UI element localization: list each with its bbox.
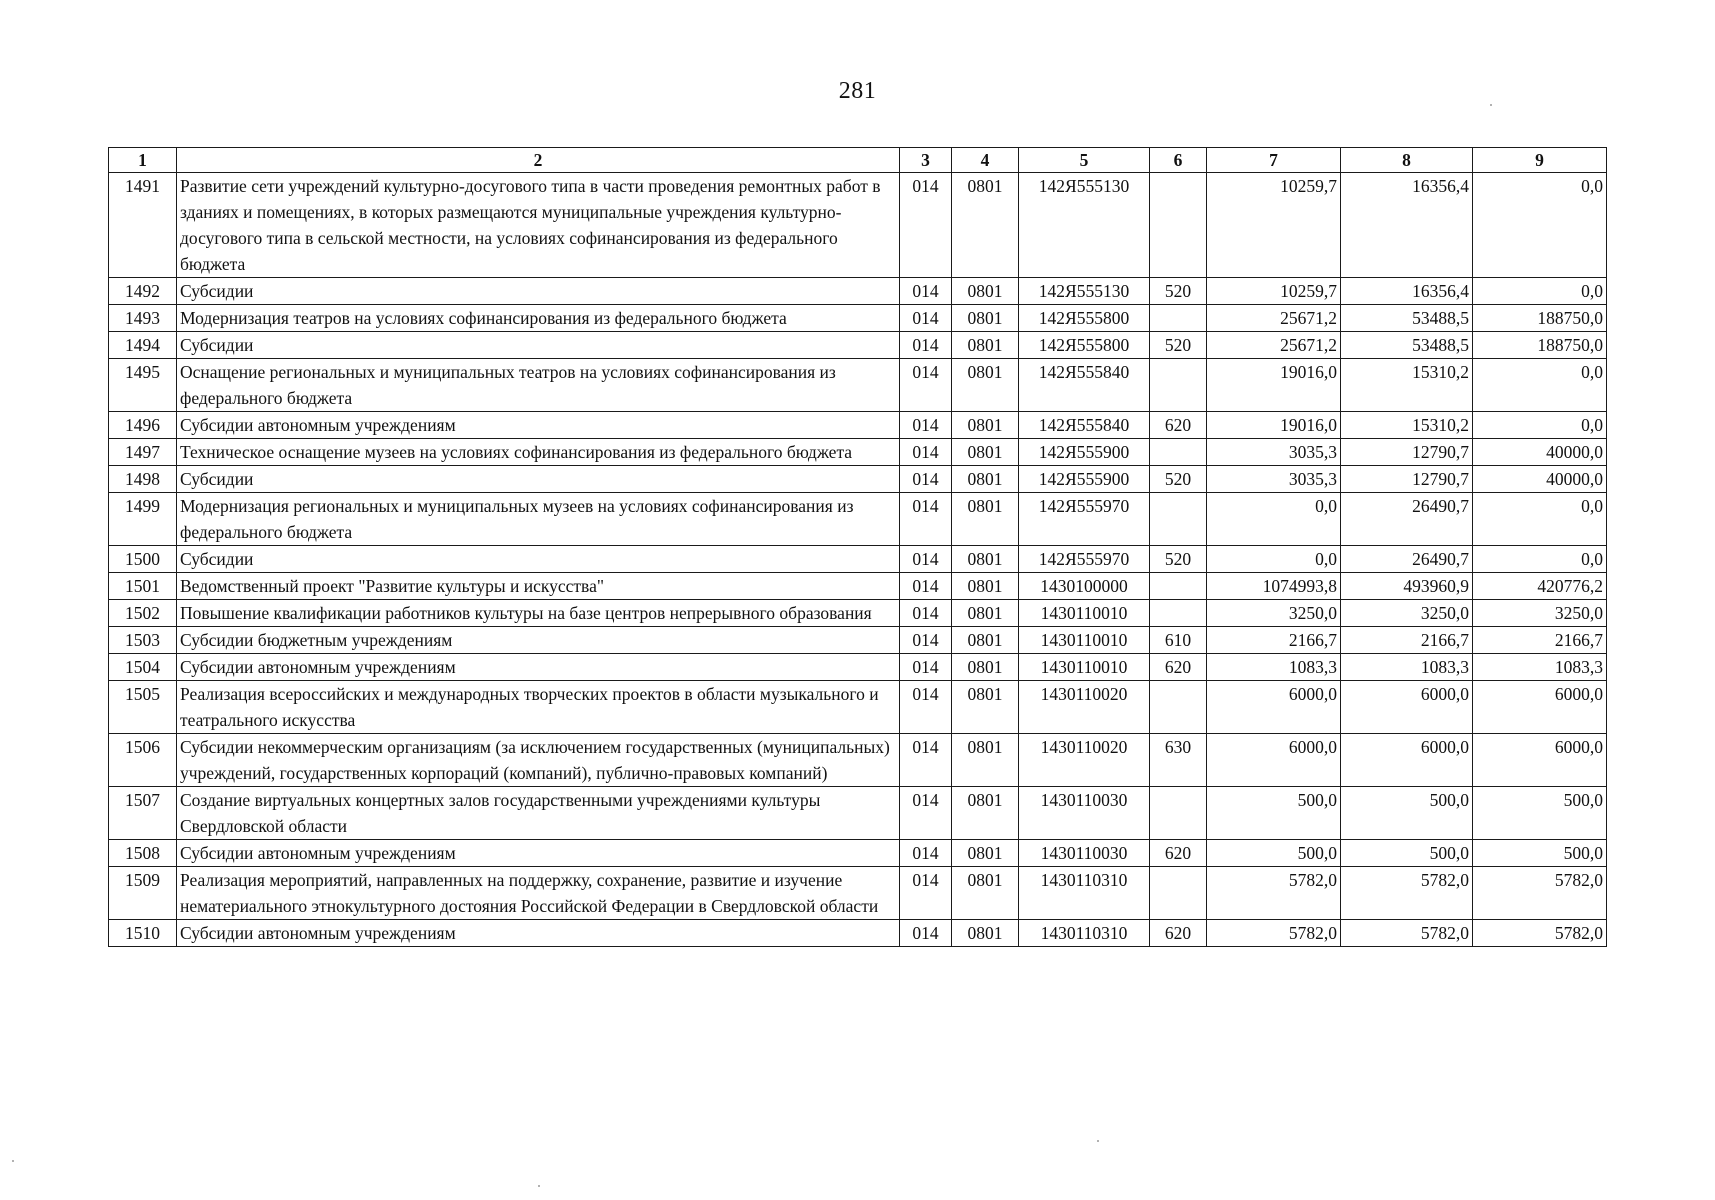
row-number-cell: 1493 — [109, 305, 177, 332]
ministry-code-cell: 014 — [900, 493, 952, 546]
amount-col9-cell: 5782,0 — [1473, 867, 1607, 920]
amount-col7-cell: 25671,2 — [1207, 305, 1341, 332]
ministry-code-cell: 014 — [900, 867, 952, 920]
amount-col9-cell: 0,0 — [1473, 493, 1607, 546]
section-code-cell: 0801 — [952, 867, 1019, 920]
row-number-cell: 1504 — [109, 654, 177, 681]
target-article-cell: 142Я555970 — [1019, 546, 1150, 573]
ministry-code-cell: 014 — [900, 359, 952, 412]
row-number-cell: 1496 — [109, 412, 177, 439]
row-number-cell: 1499 — [109, 493, 177, 546]
expense-type-cell — [1150, 600, 1207, 627]
item-name-cell: Повышение квалификации работников культуры на базе центров непрерывного образования — [177, 600, 900, 627]
target-article-cell: 1430100000 — [1019, 573, 1150, 600]
row-number-cell: 1495 — [109, 359, 177, 412]
expense-type-cell — [1150, 439, 1207, 466]
table-row — [109, 332, 1607, 359]
target-article-cell: 142Я555130 — [1019, 278, 1150, 305]
amount-col8-cell: 53488,5 — [1341, 332, 1473, 359]
item-name-cell: Субсидии — [177, 546, 900, 573]
amount-col8-cell: 2166,7 — [1341, 627, 1473, 654]
column-header: 8 — [1341, 148, 1473, 173]
row-number-cell: 1500 — [109, 546, 177, 573]
table-row — [109, 439, 1607, 466]
amount-col8-cell: 12790,7 — [1341, 439, 1473, 466]
amount-col8-cell: 500,0 — [1341, 840, 1473, 867]
amount-col8-cell: 6000,0 — [1341, 734, 1473, 787]
column-header: 7 — [1207, 148, 1341, 173]
target-article-cell: 1430110010 — [1019, 600, 1150, 627]
amount-col8-cell: 15310,2 — [1341, 412, 1473, 439]
target-article-cell: 142Я555130 — [1019, 173, 1150, 278]
row-number-cell: 1501 — [109, 573, 177, 600]
amount-col8-cell: 1083,3 — [1341, 654, 1473, 681]
amount-col9-cell: 2166,7 — [1473, 627, 1607, 654]
column-header: 1 — [109, 148, 177, 173]
table-row — [109, 867, 1607, 920]
item-name-cell: Субсидии автономным учреждениям — [177, 920, 900, 947]
table-row — [109, 654, 1607, 681]
table-row — [109, 627, 1607, 654]
expense-type-cell — [1150, 305, 1207, 332]
row-number-cell: 1506 — [109, 734, 177, 787]
ministry-code-cell: 014 — [900, 332, 952, 359]
section-code-cell: 0801 — [952, 654, 1019, 681]
item-name-cell: Субсидии — [177, 332, 900, 359]
amount-col7-cell: 10259,7 — [1207, 278, 1341, 305]
expense-type-cell — [1150, 681, 1207, 734]
amount-col7-cell: 0,0 — [1207, 546, 1341, 573]
row-number-cell: 1492 — [109, 278, 177, 305]
section-code-cell: 0801 — [952, 681, 1019, 734]
table-row — [109, 412, 1607, 439]
budget-table — [108, 147, 1607, 947]
ministry-code-cell: 014 — [900, 439, 952, 466]
ministry-code-cell: 014 — [900, 412, 952, 439]
amount-col9-cell: 6000,0 — [1473, 734, 1607, 787]
column-header: 5 — [1019, 148, 1150, 173]
section-code-cell: 0801 — [952, 359, 1019, 412]
amount-col9-cell: 188750,0 — [1473, 332, 1607, 359]
column-header: 9 — [1473, 148, 1607, 173]
item-name-cell: Модернизация театров на условиях софинансирования из федерального бюджета — [177, 305, 900, 332]
target-article-cell: 142Я555800 — [1019, 305, 1150, 332]
amount-col9-cell: 6000,0 — [1473, 681, 1607, 734]
section-code-cell: 0801 — [952, 412, 1019, 439]
column-header: 4 — [952, 148, 1019, 173]
target-article-cell: 142Я555900 — [1019, 439, 1150, 466]
amount-col7-cell: 3250,0 — [1207, 600, 1341, 627]
row-number-cell: 1505 — [109, 681, 177, 734]
item-name-cell: Реализация всероссийских и международных творческих проектов в области музыкального и театрального искусства — [177, 681, 900, 734]
expense-type-cell: 520 — [1150, 466, 1207, 493]
table-row — [109, 840, 1607, 867]
scan-speck — [538, 1185, 540, 1187]
amount-col9-cell: 500,0 — [1473, 787, 1607, 840]
amount-col7-cell: 25671,2 — [1207, 332, 1341, 359]
amount-col9-cell: 0,0 — [1473, 359, 1607, 412]
item-name-cell: Модернизация региональных и муниципальных музеев на условиях софинансирования из федерального бюджета — [177, 493, 900, 546]
row-number-cell: 1491 — [109, 173, 177, 278]
target-article-cell: 1430110010 — [1019, 654, 1150, 681]
amount-col8-cell: 3250,0 — [1341, 600, 1473, 627]
table-row — [109, 305, 1607, 332]
amount-col7-cell: 1074993,8 — [1207, 573, 1341, 600]
target-article-cell: 1430110020 — [1019, 681, 1150, 734]
scan-speck — [1490, 104, 1492, 106]
amount-col8-cell: 16356,4 — [1341, 278, 1473, 305]
table-row — [109, 359, 1607, 412]
amount-col9-cell: 1083,3 — [1473, 654, 1607, 681]
target-article-cell: 142Я555800 — [1019, 332, 1150, 359]
section-code-cell: 0801 — [952, 627, 1019, 654]
amount-col8-cell: 12790,7 — [1341, 466, 1473, 493]
table-row — [109, 573, 1607, 600]
amount-col8-cell: 16356,4 — [1341, 173, 1473, 278]
expense-type-cell — [1150, 867, 1207, 920]
table-row — [109, 600, 1607, 627]
expense-type-cell: 620 — [1150, 654, 1207, 681]
amount-col9-cell: 0,0 — [1473, 278, 1607, 305]
amount-col8-cell: 15310,2 — [1341, 359, 1473, 412]
expense-type-cell — [1150, 359, 1207, 412]
amount-col8-cell: 493960,9 — [1341, 573, 1473, 600]
item-name-cell: Оснащение региональных и муниципальных театров на условиях софинансирования из федерального бюджета — [177, 359, 900, 412]
expense-type-cell — [1150, 173, 1207, 278]
amount-col8-cell: 5782,0 — [1341, 920, 1473, 947]
section-code-cell: 0801 — [952, 173, 1019, 278]
target-article-cell: 142Я555840 — [1019, 359, 1150, 412]
amount-col7-cell: 19016,0 — [1207, 412, 1341, 439]
target-article-cell: 142Я555840 — [1019, 412, 1150, 439]
amount-col9-cell: 0,0 — [1473, 546, 1607, 573]
table-row — [109, 681, 1607, 734]
section-code-cell: 0801 — [952, 920, 1019, 947]
section-code-cell: 0801 — [952, 493, 1019, 546]
section-code-cell: 0801 — [952, 573, 1019, 600]
amount-col8-cell: 5782,0 — [1341, 867, 1473, 920]
expense-type-cell: 620 — [1150, 840, 1207, 867]
amount-col8-cell: 53488,5 — [1341, 305, 1473, 332]
scan-speck — [1097, 1140, 1099, 1142]
row-number-cell: 1502 — [109, 600, 177, 627]
expense-type-cell: 520 — [1150, 546, 1207, 573]
header-row — [109, 148, 1607, 173]
amount-col7-cell: 5782,0 — [1207, 867, 1341, 920]
ministry-code-cell: 014 — [900, 627, 952, 654]
target-article-cell: 1430110310 — [1019, 920, 1150, 947]
section-code-cell: 0801 — [952, 840, 1019, 867]
expense-type-cell — [1150, 493, 1207, 546]
amount-col7-cell: 3035,3 — [1207, 466, 1341, 493]
ministry-code-cell: 014 — [900, 734, 952, 787]
target-article-cell: 1430110030 — [1019, 840, 1150, 867]
amount-col9-cell: 40000,0 — [1473, 439, 1607, 466]
section-code-cell: 0801 — [952, 546, 1019, 573]
table-row — [109, 278, 1607, 305]
column-header: 2 — [177, 148, 900, 173]
amount-col7-cell: 0,0 — [1207, 493, 1341, 546]
expense-type-cell: 630 — [1150, 734, 1207, 787]
table-row — [109, 920, 1607, 947]
expense-type-cell: 520 — [1150, 278, 1207, 305]
row-number-cell: 1509 — [109, 867, 177, 920]
ministry-code-cell: 014 — [900, 173, 952, 278]
ministry-code-cell: 014 — [900, 305, 952, 332]
table-body — [109, 173, 1607, 947]
target-article-cell: 1430110030 — [1019, 787, 1150, 840]
section-code-cell: 0801 — [952, 787, 1019, 840]
ministry-code-cell: 014 — [900, 920, 952, 947]
amount-col9-cell: 0,0 — [1473, 412, 1607, 439]
amount-col9-cell: 40000,0 — [1473, 466, 1607, 493]
item-name-cell: Создание виртуальных концертных залов государственными учреждениями культуры Свердловской области — [177, 787, 900, 840]
amount-col8-cell: 500,0 — [1341, 787, 1473, 840]
ministry-code-cell: 014 — [900, 278, 952, 305]
table-row — [109, 173, 1607, 278]
ministry-code-cell: 014 — [900, 546, 952, 573]
item-name-cell: Субсидии автономным учреждениям — [177, 412, 900, 439]
amount-col7-cell: 6000,0 — [1207, 681, 1341, 734]
amount-col9-cell: 5782,0 — [1473, 920, 1607, 947]
target-article-cell: 1430110010 — [1019, 627, 1150, 654]
ministry-code-cell: 014 — [900, 654, 952, 681]
row-number-cell: 1507 — [109, 787, 177, 840]
amount-col7-cell: 500,0 — [1207, 840, 1341, 867]
amount-col8-cell: 6000,0 — [1341, 681, 1473, 734]
row-number-cell: 1497 — [109, 439, 177, 466]
amount-col8-cell: 26490,7 — [1341, 546, 1473, 573]
item-name-cell: Субсидии некоммерческим организациям (за исключением государственных (муниципальных) учреждений, государственных корпораций (компаний), публично-правовых компаний) — [177, 734, 900, 787]
amount-col9-cell: 188750,0 — [1473, 305, 1607, 332]
expense-type-cell: 620 — [1150, 412, 1207, 439]
item-name-cell: Субсидии — [177, 278, 900, 305]
column-header: 6 — [1150, 148, 1207, 173]
amount-col8-cell: 26490,7 — [1341, 493, 1473, 546]
section-code-cell: 0801 — [952, 305, 1019, 332]
section-code-cell: 0801 — [952, 466, 1019, 493]
amount-col9-cell: 3250,0 — [1473, 600, 1607, 627]
ministry-code-cell: 014 — [900, 573, 952, 600]
section-code-cell: 0801 — [952, 600, 1019, 627]
amount-col7-cell: 3035,3 — [1207, 439, 1341, 466]
table-row — [109, 734, 1607, 787]
amount-col9-cell: 500,0 — [1473, 840, 1607, 867]
ministry-code-cell: 014 — [900, 787, 952, 840]
item-name-cell: Реализация мероприятий, направленных на поддержку, сохранение, развитие и изучение нематериального этнокультурного достояния Российской Федерации в Свердловской области — [177, 867, 900, 920]
expense-type-cell — [1150, 787, 1207, 840]
section-code-cell: 0801 — [952, 439, 1019, 466]
amount-col7-cell: 2166,7 — [1207, 627, 1341, 654]
expense-type-cell — [1150, 573, 1207, 600]
expense-type-cell: 610 — [1150, 627, 1207, 654]
item-name-cell: Развитие сети учреждений культурно-досугового типа в части проведения ремонтных работ в зданиях и помещениях, в которых размещаются муниципальные учреждения культурно-досугового типа в сельской местности, на условиях софинансирования из федерального бюджета — [177, 173, 900, 278]
row-number-cell: 1494 — [109, 332, 177, 359]
amount-col9-cell: 0,0 — [1473, 173, 1607, 278]
row-number-cell: 1508 — [109, 840, 177, 867]
section-code-cell: 0801 — [952, 734, 1019, 787]
row-number-cell: 1510 — [109, 920, 177, 947]
row-number-cell: 1498 — [109, 466, 177, 493]
ministry-code-cell: 014 — [900, 466, 952, 493]
amount-col7-cell: 10259,7 — [1207, 173, 1341, 278]
item-name-cell: Субсидии — [177, 466, 900, 493]
item-name-cell: Субсидии бюджетным учреждениям — [177, 627, 900, 654]
item-name-cell: Ведомственный проект "Развитие культуры и искусства" — [177, 573, 900, 600]
amount-col7-cell: 500,0 — [1207, 787, 1341, 840]
expense-type-cell: 620 — [1150, 920, 1207, 947]
amount-col7-cell: 6000,0 — [1207, 734, 1341, 787]
target-article-cell: 1430110020 — [1019, 734, 1150, 787]
target-article-cell: 142Я555970 — [1019, 493, 1150, 546]
item-name-cell: Субсидии автономным учреждениям — [177, 654, 900, 681]
amount-col7-cell: 19016,0 — [1207, 359, 1341, 412]
ministry-code-cell: 014 — [900, 600, 952, 627]
section-code-cell: 0801 — [952, 278, 1019, 305]
amount-col9-cell: 420776,2 — [1473, 573, 1607, 600]
table-row — [109, 787, 1607, 840]
row-number-cell: 1503 — [109, 627, 177, 654]
amount-col7-cell: 1083,3 — [1207, 654, 1341, 681]
table-row — [109, 546, 1607, 573]
table-row — [109, 493, 1607, 546]
target-article-cell: 142Я555900 — [1019, 466, 1150, 493]
scan-speck — [12, 1160, 14, 1162]
section-code-cell: 0801 — [952, 332, 1019, 359]
item-name-cell: Субсидии автономным учреждениям — [177, 840, 900, 867]
target-article-cell: 1430110310 — [1019, 867, 1150, 920]
page-number: 281 — [838, 78, 877, 104]
table-row — [109, 466, 1607, 493]
item-name-cell: Техническое оснащение музеев на условиях софинансирования из федерального бюджета — [177, 439, 900, 466]
amount-col7-cell: 5782,0 — [1207, 920, 1341, 947]
ministry-code-cell: 014 — [900, 840, 952, 867]
ministry-code-cell: 014 — [900, 681, 952, 734]
expense-type-cell: 520 — [1150, 332, 1207, 359]
column-header: 3 — [900, 148, 952, 173]
